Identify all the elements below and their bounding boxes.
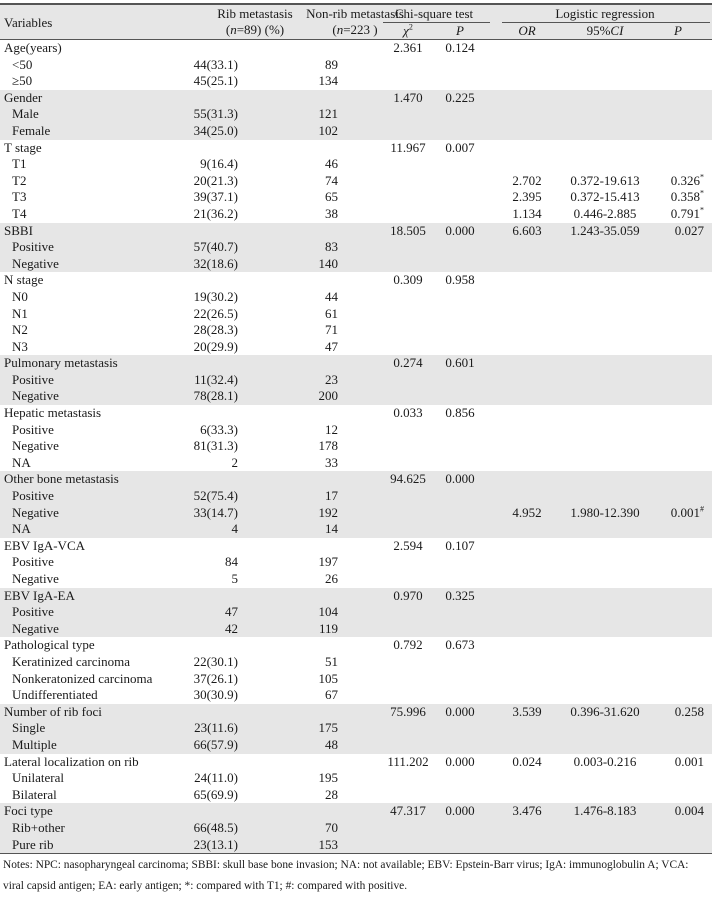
p-value-text: 0.326 <box>670 172 700 188</box>
chi-p-value: 0.225 <box>445 89 475 105</box>
rib-metastasis-value: 20(29.9) <box>193 338 238 354</box>
p-italic: P <box>456 23 464 38</box>
variable-group <box>0 704 712 754</box>
non-rib-metastasis-value: 102 <box>318 122 338 138</box>
group-header-row <box>0 40 712 57</box>
rib-metastasis-value: 23(13.1) <box>193 836 238 852</box>
non-rib-metastasis-value: 48 <box>325 736 338 752</box>
group-header-row <box>0 588 712 605</box>
group-label: Number of rib foci <box>4 703 102 719</box>
table-row <box>0 720 712 737</box>
footnote-mark: * <box>700 189 704 199</box>
chi-symbol: χ <box>403 23 409 38</box>
rib-metastasis-value: 28(28.3) <box>193 322 238 338</box>
chi-square-value: 0.792 <box>393 637 423 653</box>
rib-metastasis-value: 11(32.4) <box>194 371 238 387</box>
non-rib-metastasis-value: 197 <box>318 554 338 570</box>
variable-group <box>0 405 712 471</box>
rib-metastasis-value: 44(33.1) <box>193 56 238 72</box>
rib-metastasis-value: 84 <box>225 554 238 570</box>
group-label: Pulmonary metastasis <box>4 355 118 371</box>
group-label: Pathological type <box>4 637 95 653</box>
group-label: T stage <box>4 139 42 155</box>
non-rib-metastasis-value: 121 <box>318 106 338 122</box>
header-chi-group: Chi-square test <box>394 6 474 21</box>
non-rib-metastasis-value: 83 <box>325 239 338 255</box>
chi-square-value: 75.996 <box>390 703 426 719</box>
non-rib-metastasis-value: 70 <box>325 819 338 835</box>
logistic-p-value <box>652 505 704 522</box>
chi-square-value: 0.274 <box>393 355 423 371</box>
row-label: Negative <box>12 255 59 271</box>
table-row <box>0 306 712 323</box>
rib-metastasis-value: 24(11.0) <box>194 770 238 786</box>
p-value-text: 0.791 <box>670 205 700 221</box>
rib-metastasis-value: 81(31.3) <box>193 438 238 454</box>
non-rib-metastasis-value: 38 <box>325 205 338 221</box>
row-label: Positive <box>12 488 54 504</box>
header-logit-group: Logistic regression <box>555 6 655 21</box>
non-rib-metastasis-value: 140 <box>318 255 338 271</box>
footnote-mark: # <box>700 504 704 514</box>
rib-metastasis-value: 20(21.3) <box>193 172 238 188</box>
variable-group <box>0 272 712 355</box>
group-header-row <box>0 471 712 488</box>
row-label: NA <box>12 521 31 537</box>
row-label: Negative <box>12 388 59 404</box>
row-label: T2 <box>12 172 27 188</box>
table-row <box>0 787 712 804</box>
non-rib-metastasis-value: 89 <box>325 56 338 72</box>
non-rib-metastasis-value: 71 <box>325 322 338 338</box>
rib-metastasis-value: 66(57.9) <box>193 736 238 752</box>
p-value-text: 0.001 <box>670 504 700 520</box>
row-label: <50 <box>12 56 33 72</box>
chi-square-value: 18.505 <box>390 222 426 238</box>
row-label: Multiple <box>12 736 57 752</box>
chi-p-value: 0.673 <box>445 637 475 653</box>
non-rib-metastasis-value: 17 <box>325 488 338 504</box>
ci-prefix: 95% <box>586 23 611 38</box>
chi-square-value: 1.470 <box>393 89 423 105</box>
row-label: N0 <box>12 288 28 304</box>
logistic-p-value <box>652 206 704 223</box>
non-rib-metastasis-value: 105 <box>318 670 338 686</box>
group-header-row <box>0 637 712 654</box>
row-label: Single <box>12 720 46 736</box>
group-label: N stage <box>4 272 44 288</box>
chi-p-value: 0.958 <box>445 272 475 288</box>
confidence-interval: 1.476-8.183 <box>573 803 637 819</box>
non-rib-metastasis-value: 175 <box>318 720 338 736</box>
group-header-row <box>0 90 712 107</box>
chi-p-value: 0.000 <box>445 753 475 769</box>
non-rib-metastasis-value: 178 <box>318 438 338 454</box>
group-header-row <box>0 272 712 289</box>
table-row <box>0 604 712 621</box>
odds-ratio: 6.603 <box>512 222 542 238</box>
logistic-p-value <box>652 189 704 206</box>
group-header-row <box>0 803 712 820</box>
rib-metastasis-value: 42 <box>225 620 238 636</box>
table-row <box>0 571 712 588</box>
confidence-interval: 1.980-12.390 <box>570 504 640 520</box>
group-header-row <box>0 538 712 555</box>
table-row <box>0 554 712 571</box>
variable-group <box>0 754 712 804</box>
table-row <box>0 422 712 439</box>
non-n-italic: n <box>336 22 344 37</box>
table-body <box>0 40 712 853</box>
non-rib-metastasis-value: 26 <box>325 571 338 586</box>
header-rib: Rib metastasis <box>217 6 293 21</box>
group-label: SBBI <box>4 222 33 238</box>
rib-n-prefix: ( <box>225 22 231 37</box>
table-row <box>0 654 712 671</box>
group-header-row <box>0 223 712 240</box>
table-row <box>0 322 712 339</box>
row-label: N3 <box>12 338 28 354</box>
rib-metastasis-value: 65(69.9) <box>193 786 238 802</box>
chi-p-value: 0.000 <box>445 703 475 719</box>
rib-n-rest: =89) (%) <box>236 22 285 37</box>
rib-metastasis-value: 66(48.5) <box>193 819 238 835</box>
variable-group <box>0 40 712 90</box>
logistic-p-value: 0.004 <box>674 803 704 819</box>
group-label: EBV IgA-EA <box>4 587 75 603</box>
non-rib-metastasis-value: 44 <box>325 288 338 304</box>
header-p <box>435 23 485 38</box>
group-label: Foci type <box>4 803 53 819</box>
confidence-interval: 0.396-31.620 <box>570 703 640 719</box>
non-rib-metastasis-value: 134 <box>318 73 338 89</box>
group-label: Lateral localization on rib <box>4 753 139 769</box>
group-label: Age(years) <box>4 40 62 55</box>
logistic-p-value: 0.027 <box>674 222 704 238</box>
header-chi <box>383 23 433 38</box>
chi-square-value: 2.594 <box>393 537 423 553</box>
chi-p-value: 0.000 <box>445 803 475 819</box>
logistic-p-value: 0.001 <box>674 753 704 769</box>
table-row <box>0 189 712 206</box>
row-label: T3 <box>12 189 27 205</box>
table-row <box>0 621 712 638</box>
confidence-interval: 1.243-35.059 <box>570 222 640 238</box>
confidence-interval: 0.372-19.613 <box>570 172 640 188</box>
rib-metastasis-value: 23(11.6) <box>194 720 238 736</box>
rib-metastasis-value: 45(25.1) <box>193 73 238 89</box>
row-label: Positive <box>12 371 54 387</box>
group-header-row <box>0 754 712 771</box>
table-row <box>0 671 712 688</box>
odds-ratio: 2.395 <box>512 189 542 205</box>
table-row <box>0 737 712 754</box>
rib-n-italic: n <box>230 22 237 37</box>
table-row <box>0 256 712 273</box>
rib-metastasis-value: 30(30.9) <box>193 687 238 703</box>
non-rib-metastasis-value: 153 <box>318 836 338 852</box>
row-label: Nonkeratonized carcinoma <box>12 670 153 686</box>
variable-group <box>0 90 712 140</box>
logistic-p-value: 0.258 <box>674 703 704 719</box>
table-row <box>0 123 712 140</box>
table-row <box>0 289 712 306</box>
row-label: Positive <box>12 554 54 570</box>
chi-square-value: 2.361 <box>393 40 423 55</box>
rib-metastasis-value: 22(30.1) <box>193 653 238 669</box>
group-header-row <box>0 355 712 372</box>
confidence-interval: 0.372-15.413 <box>570 189 640 205</box>
row-label: N1 <box>12 305 28 321</box>
row-label: T4 <box>12 205 27 221</box>
rib-metastasis-value: 34(25.0) <box>193 122 238 138</box>
table-row <box>0 339 712 356</box>
non-rib-metastasis-value: 33 <box>325 454 338 470</box>
header-non-rib: Non-rib metastasis <box>306 6 404 21</box>
row-label: Negative <box>12 438 59 454</box>
header-ci <box>560 23 650 38</box>
variable-group <box>0 471 712 537</box>
row-label: N2 <box>12 322 28 338</box>
table-row <box>0 73 712 90</box>
results-table <box>0 3 712 854</box>
chi-square-value: 0.970 <box>393 587 423 603</box>
chi-square-value: 0.033 <box>393 405 423 421</box>
table-row <box>0 505 712 522</box>
confidence-interval: 0.003-0.216 <box>573 753 637 769</box>
variable-group <box>0 588 712 638</box>
row-label: Positive <box>12 421 54 437</box>
rib-metastasis-value: 2 <box>231 454 238 470</box>
group-header-row <box>0 140 712 157</box>
row-label: Female <box>12 122 51 138</box>
rib-metastasis-value: 37(26.1) <box>193 670 238 686</box>
table-row <box>0 488 712 505</box>
rib-metastasis-value: 57(40.7) <box>193 239 238 255</box>
or-italic: OR <box>518 23 536 38</box>
row-label: Bilateral <box>12 786 57 802</box>
table-row <box>0 372 712 389</box>
non-rib-metastasis-value: 28 <box>325 786 338 802</box>
row-label: Negative <box>12 504 59 520</box>
non-rib-metastasis-value: 51 <box>325 653 338 669</box>
footnote-mark: * <box>700 205 704 215</box>
row-label: ≥50 <box>12 73 33 89</box>
non-rib-metastasis-value: 65 <box>325 189 338 205</box>
table-row <box>0 837 712 854</box>
row-label: Rib+other <box>12 819 65 835</box>
odds-ratio: 1.134 <box>512 205 542 221</box>
chi-square-value: 11.967 <box>390 139 426 155</box>
non-rib-metastasis-value: 14 <box>325 521 338 537</box>
chi-p-value: 0.601 <box>445 355 475 371</box>
group-label: Gender <box>4 89 43 105</box>
chi-p-value: 0.325 <box>445 587 475 603</box>
chi-p-value: 0.007 <box>445 139 475 155</box>
non-rib-metastasis-value: 12 <box>325 421 338 437</box>
rib-metastasis-value: 22(26.5) <box>193 305 238 321</box>
chi-square-value: 111.202 <box>387 753 429 769</box>
non-rib-metastasis-value: 67 <box>325 687 338 703</box>
rib-metastasis-value: 9(16.4) <box>200 156 238 172</box>
chi-p-value: 0.000 <box>445 222 475 238</box>
non-rib-metastasis-value: 192 <box>318 504 338 520</box>
rib-metastasis-value: 4 <box>231 521 238 537</box>
table-notes: Notes: NPC: nasopharyngeal carcinoma; SBBI: skull base bone invasion; NA: not available; EBV: Epstein-Barr virus; IgA: immunoglobulin A; VCA: viral capsid antigen; EA: early antigen; *: compared with T1; #: compared with positive. <box>3 859 689 892</box>
row-label: Keratinized carcinoma <box>12 653 131 669</box>
rib-metastasis-value: 39(37.1) <box>193 189 238 205</box>
row-label: Unilateral <box>12 770 64 786</box>
rib-metastasis-value: 6(33.3) <box>200 421 238 437</box>
odds-ratio: 0.024 <box>512 753 542 769</box>
chi-p-value: 0.856 <box>445 405 475 421</box>
group-label: Other bone metastasis <box>4 471 119 487</box>
table-row <box>0 770 712 787</box>
table-row <box>0 820 712 837</box>
group-label: EBV IgA-VCA <box>4 537 86 553</box>
row-label: Negative <box>12 620 59 636</box>
table-row <box>0 687 712 704</box>
chi-p-value: 0.124 <box>445 40 475 55</box>
chi-square-value: 0.309 <box>393 272 423 288</box>
non-rib-metastasis-value: 195 <box>318 770 338 786</box>
table-row <box>0 173 712 190</box>
table-row <box>0 57 712 74</box>
rib-metastasis-value: 78(28.1) <box>193 388 238 404</box>
rib-metastasis-value: 21(36.2) <box>193 205 238 221</box>
table-row <box>0 455 712 472</box>
non-rib-metastasis-value: 61 <box>325 305 338 321</box>
non-rib-metastasis-value: 46 <box>325 156 338 172</box>
table-row <box>0 106 712 123</box>
row-label: Pure rib <box>12 836 54 852</box>
row-label: Positive <box>12 604 54 620</box>
row-label: Male <box>12 106 39 122</box>
header-variables: Variables <box>4 15 53 30</box>
rib-metastasis-value: 32(18.6) <box>193 255 238 271</box>
odds-ratio: 3.539 <box>512 703 542 719</box>
row-label: Undifferentiated <box>12 687 98 703</box>
group-header-row <box>0 405 712 422</box>
non-rib-metastasis-value: 47 <box>325 338 338 354</box>
table-row <box>0 239 712 256</box>
rib-metastasis-value: 52(75.4) <box>193 488 238 504</box>
header-or <box>502 23 552 38</box>
row-label: Negative <box>12 571 59 586</box>
odds-ratio: 2.702 <box>512 172 542 188</box>
p-value-text: 0.358 <box>670 189 700 205</box>
variable-group <box>0 140 712 223</box>
table-row <box>0 438 712 455</box>
row-label: T1 <box>12 156 27 172</box>
chi-square-value: 94.625 <box>390 471 426 487</box>
logistic-p-value <box>652 173 704 190</box>
footnote-mark: * <box>700 172 704 182</box>
group-header-row <box>0 704 712 721</box>
non-rib-metastasis-value: 104 <box>318 604 338 620</box>
odds-ratio: 3.476 <box>512 803 542 819</box>
non-n-prefix: ( <box>332 22 337 37</box>
rib-metastasis-value: 55(31.3) <box>193 106 238 122</box>
variable-group <box>0 538 712 588</box>
table-row <box>0 521 712 538</box>
p2-italic: P <box>674 23 682 38</box>
non-rib-metastasis-value: 200 <box>318 388 338 404</box>
table-row <box>0 206 712 223</box>
variable-group <box>0 803 712 853</box>
variable-group <box>0 637 712 703</box>
chi-p-value: 0.000 <box>445 471 475 487</box>
row-label: NA <box>12 454 31 470</box>
header-p2 <box>652 23 704 38</box>
chi-square-value: 47.317 <box>390 803 426 819</box>
non-rib-metastasis-value: 119 <box>318 620 338 636</box>
table-row <box>0 156 712 173</box>
table-header <box>0 5 712 40</box>
non-rib-metastasis-value: 23 <box>325 371 338 387</box>
rib-metastasis-value: 5 <box>231 571 238 586</box>
group-label: Hepatic metastasis <box>4 405 102 421</box>
rib-metastasis-value: 19(30.2) <box>193 288 238 304</box>
chi-p-value: 0.107 <box>445 537 475 553</box>
ci-italic: CI <box>610 23 624 38</box>
odds-ratio: 4.952 <box>512 504 542 520</box>
non-rib-metastasis-value: 74 <box>325 172 338 188</box>
non-n-rest: =223 ) <box>343 22 378 37</box>
variable-group <box>0 355 712 405</box>
rib-metastasis-value: 47 <box>225 604 238 620</box>
chi-sup: 2 <box>408 22 413 32</box>
header-rib-n <box>200 22 310 37</box>
table-row <box>0 388 712 405</box>
confidence-interval: 0.446-2.885 <box>573 205 637 221</box>
variable-group <box>0 223 712 273</box>
row-label: Positive <box>12 239 54 255</box>
rib-metastasis-value: 33(14.7) <box>193 504 238 520</box>
